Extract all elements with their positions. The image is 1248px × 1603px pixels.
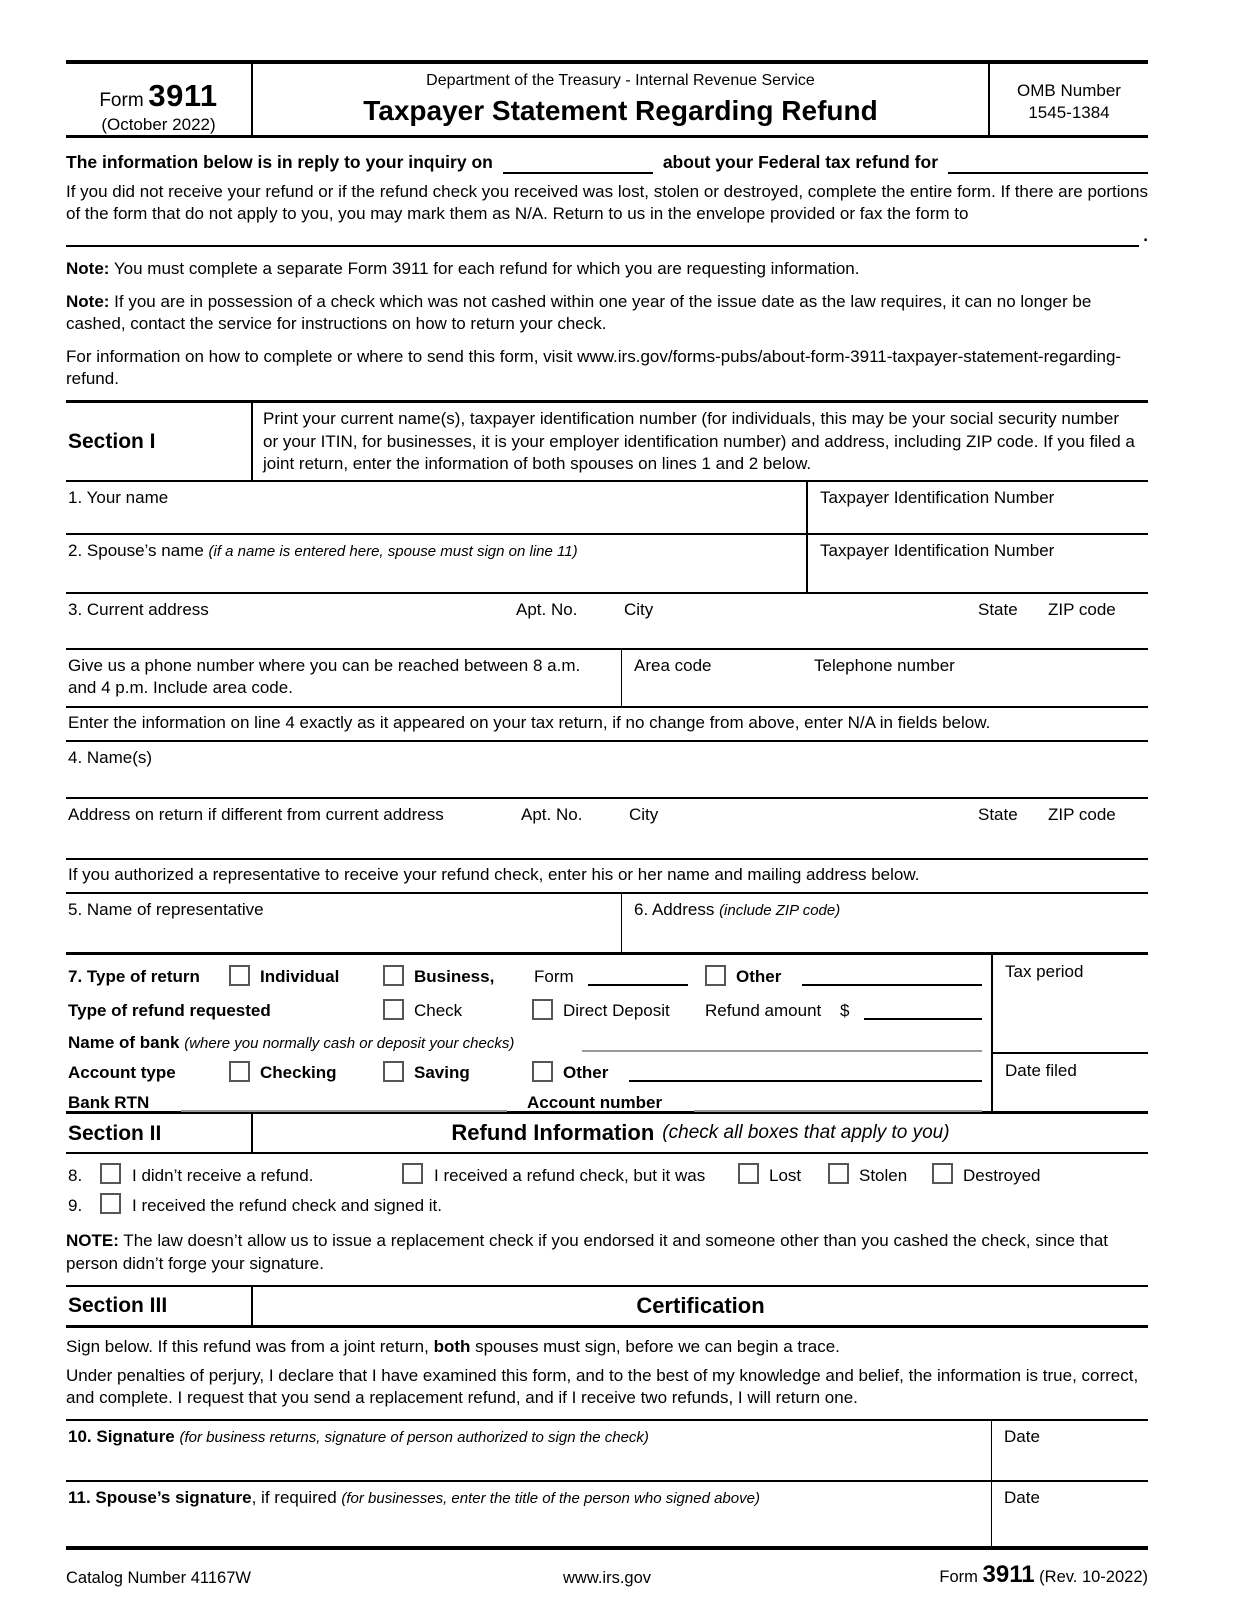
row-spouse-signature	[66, 1482, 1148, 1550]
individual-label: Individual	[260, 966, 340, 986]
zip-label: ZIP code	[1048, 599, 1116, 619]
business-label: Business,	[414, 966, 495, 986]
spouse-name-field[interactable]	[66, 535, 806, 592]
inquiry-line	[66, 151, 1148, 174]
area-code-label: Area code	[634, 655, 712, 675]
stolen-label: Stolen	[859, 1166, 908, 1186]
type-of-return-label: 7. Type of return	[68, 966, 200, 986]
section-2-label: Section II	[66, 1114, 253, 1153]
signature-note: (for business returns, signature of person authorized to sign the check)	[179, 1428, 649, 1446]
your-name-field[interactable]	[66, 482, 806, 533]
form-title-block	[253, 64, 990, 135]
omb-label: OMB Number	[1017, 81, 1121, 100]
footer-form-number: 3911	[982, 1560, 1035, 1588]
line4-instruction: Enter the information on line 4 exactly as it appeared on your tax return, if no change from above, enter N/A in fields below.	[66, 708, 1148, 742]
form-number-block	[66, 64, 253, 135]
checking-checkbox[interactable]	[229, 1061, 250, 1082]
note-2-label: Note:	[66, 292, 110, 312]
city-label-2: City	[629, 804, 659, 824]
apt-label-2: Apt. No.	[521, 804, 583, 824]
info-text: For information on how to complete or where to send this form, visit www.irs.gov/forms-pubs/about-form-3911-taxpayer-statement-regarding-refund.	[66, 347, 1122, 389]
check-label: Check	[414, 1000, 463, 1020]
line-8-number: 8.	[68, 1166, 83, 1186]
section-2-note-label: NOTE:	[66, 1231, 119, 1251]
dollar-sign: $	[840, 1000, 850, 1020]
inquiry-prefix: The information below is in reply to your inquiry on	[66, 152, 493, 172]
footer-form-word: Form	[939, 1567, 983, 1586]
sign-below-text	[66, 1336, 1148, 1358]
tax-period-field[interactable]	[993, 955, 1148, 1054]
state-label: State	[978, 599, 1018, 619]
type-of-return-block	[66, 955, 991, 1111]
inquiry-date-field[interactable]	[503, 154, 653, 174]
section-3-header	[66, 1285, 1148, 1329]
stolen-checkbox[interactable]	[828, 1163, 849, 1184]
perjury-text: Under penalties of perjury, I declare that I have examined this form, and to the best of my knowledge and belief, the information is true, correct, and complete. I request that you send a replacement refund, and if I receive two refunds, I will return one.	[66, 1366, 1139, 1408]
phone-field[interactable]	[621, 650, 1148, 706]
form-word: Form	[99, 90, 144, 111]
direct-deposit-checkbox[interactable]	[532, 999, 553, 1020]
saving-checkbox[interactable]	[383, 1061, 404, 1082]
agency-name: Department of the Treasury - Internal Revenue Service	[426, 72, 815, 89]
bank-name-field[interactable]	[582, 1030, 982, 1052]
line-bank-name	[66, 1028, 991, 1058]
state-label-2: State	[978, 804, 1018, 824]
refund-type-label: Type of refund requested	[68, 1000, 271, 1020]
refund-year-field[interactable]	[948, 154, 1148, 174]
return-address-label: Address on return if different from current address	[68, 804, 444, 824]
note-2	[66, 291, 1148, 335]
note-2-text: If you are in possession of a check which was not cashed within one year of the issue date as the law requires, it can no longer be cashed, contact the service for instructions on how to return your check.	[66, 292, 1092, 334]
row-spouse-name	[66, 535, 1148, 594]
representative-address-field[interactable]	[621, 894, 1148, 952]
lost-checkbox[interactable]	[738, 1163, 759, 1184]
line-9	[66, 1193, 1148, 1222]
line-account-type	[66, 1058, 991, 1088]
section-2-title-block	[253, 1114, 1148, 1153]
names-on-return-label: 4. Name(s)	[68, 747, 153, 767]
current-address-label: 3. Current address	[68, 599, 209, 619]
line-7-type-of-return	[66, 962, 991, 996]
spouse-signature-number: 11.	[68, 1487, 96, 1507]
date-filed-field[interactable]	[993, 1054, 1148, 1082]
signed-check-label: I received the refund check and signed it.	[132, 1196, 442, 1216]
direct-deposit-label: Direct Deposit	[563, 1000, 670, 1020]
row-names-on-return[interactable]	[66, 742, 1148, 799]
section-2-note-text: The law doesn’t allow us to issue a replacement check if you endorsed it and someone other than you cashed the check, since that person didn’t forge your signature.	[66, 1231, 1108, 1273]
city-label: City	[624, 599, 654, 619]
fax-number-field[interactable]	[66, 235, 1139, 247]
representative-address-note: (include ZIP code)	[719, 901, 841, 919]
destroyed-checkbox[interactable]	[932, 1163, 953, 1184]
account-number-field[interactable]	[694, 1090, 982, 1112]
section-2-note	[66, 1230, 1148, 1274]
other-account-field[interactable]	[629, 1060, 982, 1082]
signed-check-checkbox[interactable]	[100, 1193, 121, 1214]
representative-name-field[interactable]	[66, 894, 621, 952]
spouse-signature-date-label: Date	[1004, 1487, 1040, 1507]
telephone-label: Telephone number	[814, 655, 955, 675]
other-return-label: Other	[736, 966, 782, 986]
received-check-label: I received a refund check, but it was	[434, 1166, 706, 1186]
row-signature	[66, 1419, 1148, 1482]
note-1-label: Note:	[66, 258, 110, 278]
form-header	[66, 60, 1148, 138]
irs-website: www.irs.gov	[562, 1569, 652, 1588]
line-9-number: 9.	[68, 1196, 83, 1216]
apt-label: Apt. No.	[516, 599, 578, 619]
zip-label-2: ZIP code	[1048, 804, 1116, 824]
form-revision: (October 2022)	[101, 115, 216, 135]
section-2-title-note: (check all boxes that apply to you)	[662, 1121, 950, 1143]
row-phone	[66, 650, 1148, 708]
spouse-signature-date-field[interactable]	[991, 1482, 1148, 1546]
section-3-label: Section III	[66, 1287, 253, 1326]
fax-number-line	[66, 225, 1148, 247]
section-1-label: Section I	[66, 403, 253, 479]
your-tin-field[interactable]	[806, 482, 1148, 533]
section-3-title: Certification	[636, 1292, 765, 1318]
signature-field[interactable]	[66, 1421, 991, 1480]
line-bank-rtn	[66, 1088, 991, 1118]
signature-label: Signature	[96, 1426, 180, 1446]
section-1-instructions: Print your current name(s), taxpayer identification number (for individuals, this may be your social security number or your ITIN, for businesses, it is your employer identification number) and address, including ZIP code. If you filed a joint return, enter the information of both spouses on lines 1 and 2 below.	[263, 409, 1135, 473]
saving-label: Saving	[414, 1062, 470, 1082]
note-1	[66, 258, 1148, 280]
intro-instructions: If you did not receive your refund or if the refund check you received was lost, stolen or destroyed, complete the entire form. If there are portions of the form that do not apply to you, you may mark them as N/A. Return to us in the envelope provided or fax the form to	[66, 181, 1148, 223]
line-8	[66, 1163, 1148, 1193]
tax-period-column	[991, 955, 1148, 1111]
other-account-checkbox[interactable]	[532, 1061, 553, 1082]
bank-name-note: (where you normally cash or deposit your checks)	[184, 1034, 515, 1052]
form-footer	[66, 1559, 1148, 1590]
form-number: 3911	[148, 78, 218, 113]
catalog-number: Catalog Number 41167W	[66, 1569, 251, 1588]
section-3-title-block	[253, 1287, 1148, 1326]
spouse-signature-required: , if required	[251, 1487, 342, 1507]
footer-form-revision: (Rev. 10-2022)	[1034, 1567, 1148, 1586]
form-number-field[interactable]	[588, 964, 688, 986]
representative-address-label: 6. Address	[634, 899, 720, 919]
other-return-field[interactable]	[802, 964, 982, 986]
row-type-of-return	[66, 955, 1148, 1114]
spouse-signature-note: (for businesses, enter the title of the person who signed above)	[341, 1489, 760, 1507]
other-return-checkbox[interactable]	[705, 965, 726, 986]
spouse-name-note: (if a name is entered here, spouse must sign on line 11)	[208, 542, 578, 560]
checking-label: Checking	[260, 1062, 337, 1082]
other-account-label: Other	[563, 1062, 609, 1082]
form-title: Taxpayer Statement Regarding Refund	[363, 94, 878, 126]
representative-name-label: 5. Name of representative	[68, 899, 264, 919]
sign-below-pre: Sign below. If this refund was from a joint return,	[66, 1337, 434, 1357]
representative-instruction: If you authorized a representative to receive your refund check, enter his or her name and mailing address below.	[66, 860, 1148, 894]
signature-date-field[interactable]	[991, 1421, 1148, 1480]
sign-below-both: both	[433, 1337, 471, 1357]
refund-amount-label: Refund amount	[705, 1000, 822, 1020]
check-checkbox[interactable]	[383, 999, 404, 1020]
refund-amount-field[interactable]	[864, 998, 982, 1020]
spouse-signature-field[interactable]	[66, 1482, 991, 1546]
no-refund-checkbox[interactable]	[100, 1163, 121, 1184]
your-name-label: 1. Your name	[68, 487, 169, 507]
no-refund-label: I didn’t receive a refund.	[132, 1166, 314, 1186]
spouse-tin-label: Taxpayer Identification Number	[820, 540, 1055, 560]
spouse-name-label: 2. Spouse’s name	[68, 540, 209, 560]
business-checkbox[interactable]	[383, 965, 404, 986]
row-representative	[66, 894, 1148, 955]
bank-name-label: Name of bank	[68, 1032, 185, 1052]
omb-number: 1545-1384	[1028, 103, 1110, 123]
fax-line-period: .	[1143, 225, 1148, 245]
row-current-address[interactable]	[66, 594, 1148, 650]
bank-rtn-field[interactable]	[181, 1090, 507, 1112]
destroyed-label: Destroyed	[963, 1166, 1041, 1186]
footer-form-id	[768, 1559, 1148, 1590]
sign-below-post: spouses must sign, before we can begin a trace.	[470, 1337, 840, 1357]
spouse-signature-label: Spouse’s signature	[95, 1487, 252, 1507]
section-1-header	[66, 400, 1148, 481]
spouse-tin-field[interactable]	[806, 535, 1148, 592]
received-check-checkbox[interactable]	[402, 1163, 423, 1184]
section-2-header	[66, 1114, 1148, 1155]
inquiry-suffix: about your Federal tax refund for	[662, 152, 939, 172]
your-tin-label: Taxpayer Identification Number	[820, 487, 1055, 507]
row-return-address[interactable]	[66, 799, 1148, 860]
lost-label: Lost	[769, 1166, 802, 1186]
signature-number: 10.	[68, 1426, 97, 1446]
account-type-label: Account type	[68, 1062, 176, 1082]
omb-block	[990, 64, 1148, 135]
section-2-title: Refund Information	[451, 1119, 655, 1145]
account-number-label: Account number	[527, 1092, 663, 1112]
row-your-name	[66, 482, 1148, 535]
phone-instruction: Give us a phone number where you can be reached between 8 a.m. and 4 p.m. Include area code.	[68, 655, 581, 697]
tax-period-label: Tax period	[1005, 961, 1084, 981]
form-field-label: Form	[534, 966, 574, 986]
line-refund-type	[66, 996, 991, 1028]
signature-date-label: Date	[1004, 1426, 1040, 1446]
date-filed-label: Date filed	[1005, 1060, 1077, 1080]
individual-checkbox[interactable]	[229, 965, 250, 986]
note-1-text: You must complete a separate Form 3911 for each refund for which you are requesting information.	[109, 258, 860, 278]
bank-rtn-label: Bank RTN	[68, 1092, 150, 1112]
